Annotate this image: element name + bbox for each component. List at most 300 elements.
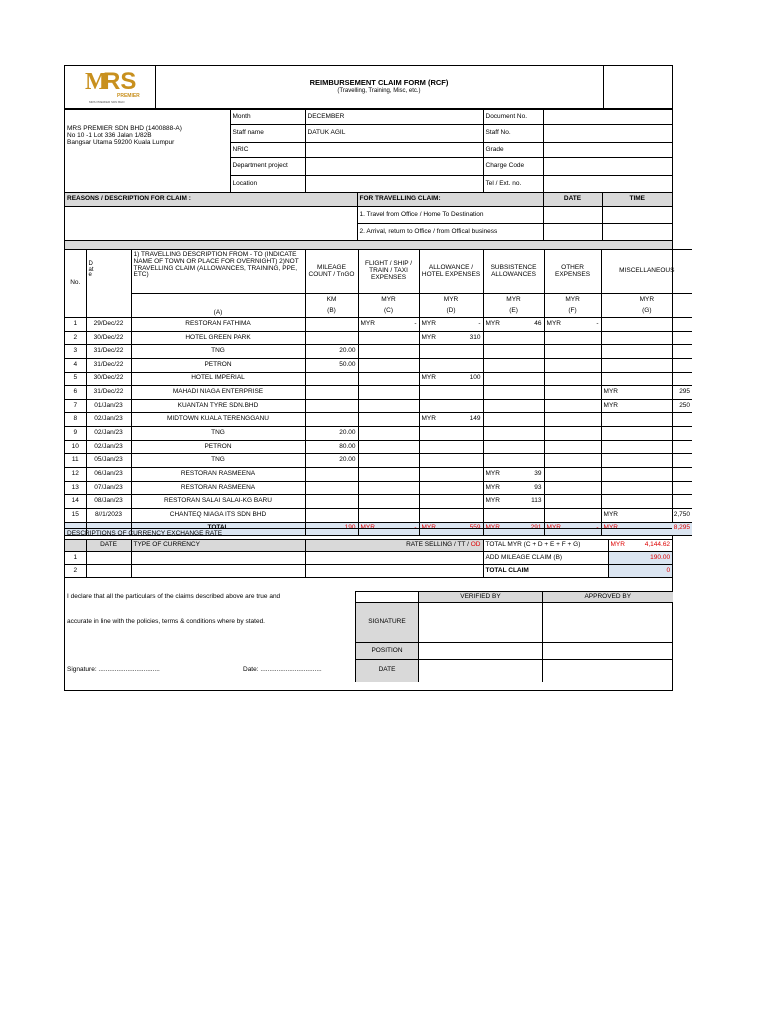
row-subsistence-amount[interactable] bbox=[513, 413, 544, 427]
logo-sub: PREMIER bbox=[117, 93, 140, 99]
row-other-currency[interactable] bbox=[544, 358, 574, 372]
row-other-amount[interactable] bbox=[574, 440, 601, 454]
row-no[interactable]: 6 bbox=[65, 386, 86, 400]
row-description[interactable]: TNG bbox=[131, 345, 305, 359]
total-f: - bbox=[574, 522, 601, 535]
row-flight-currency[interactable] bbox=[358, 440, 388, 454]
table-row bbox=[65, 440, 692, 454]
row-description[interactable]: RESTORAN RASMEENA bbox=[131, 481, 305, 495]
row-other-amount[interactable] bbox=[574, 454, 601, 468]
row-subsistence-currency[interactable] bbox=[483, 372, 513, 386]
table-row bbox=[65, 345, 692, 359]
row-flight-amount[interactable]: - bbox=[388, 318, 419, 332]
row-misc-currency[interactable] bbox=[601, 468, 636, 482]
row-misc-currency[interactable] bbox=[601, 345, 636, 359]
row-mileage[interactable] bbox=[305, 468, 358, 482]
row-subsistence-amount[interactable] bbox=[513, 358, 544, 372]
row-subsistence-currency[interactable] bbox=[483, 427, 513, 441]
month-field[interactable]: DECEMBER bbox=[305, 110, 483, 125]
row-other-amount[interactable] bbox=[574, 386, 601, 400]
staff-no-field[interactable] bbox=[543, 125, 672, 143]
row-other-currency[interactable] bbox=[544, 508, 574, 522]
approved-position[interactable] bbox=[543, 643, 673, 660]
row-subsistence-amount[interactable] bbox=[513, 345, 544, 359]
row-flight-amount[interactable] bbox=[388, 331, 419, 345]
col-g bbox=[601, 294, 692, 318]
currency-row-2-rate[interactable] bbox=[305, 565, 483, 578]
row-date[interactable]: 08/Jan/23 bbox=[86, 495, 131, 509]
travelling-claim-label: FOR TRAVELLING CLAIM: bbox=[357, 193, 543, 207]
row-other-amount[interactable] bbox=[574, 372, 601, 386]
row-no[interactable]: 9 bbox=[65, 427, 86, 441]
row-date[interactable]: 06/Jan/23 bbox=[86, 468, 131, 482]
currency-blank bbox=[65, 540, 86, 552]
row-no[interactable]: 4 bbox=[65, 358, 86, 372]
row-mileage[interactable]: 20.00 bbox=[305, 454, 358, 468]
row-description[interactable]: KUANTAN TYRE SDN.BHD bbox=[131, 399, 305, 413]
row-other-amount[interactable] bbox=[574, 508, 601, 522]
row-mileage[interactable] bbox=[305, 399, 358, 413]
tel-field[interactable] bbox=[543, 176, 672, 193]
row-flight-amount[interactable] bbox=[388, 413, 419, 427]
row-flight-amount[interactable] bbox=[388, 427, 419, 441]
row-misc-amount[interactable] bbox=[636, 427, 692, 441]
total-c: - bbox=[388, 522, 419, 535]
approved-signature[interactable] bbox=[543, 603, 673, 643]
row-description[interactable]: MAHADI NIAGA ENTERPRISE bbox=[131, 386, 305, 400]
row-mileage[interactable] bbox=[305, 481, 358, 495]
approval-table bbox=[355, 591, 673, 682]
row-mileage[interactable] bbox=[305, 413, 358, 427]
row-date[interactable]: 07/Jan/23 bbox=[86, 481, 131, 495]
row-flight-currency[interactable] bbox=[358, 386, 388, 400]
row-misc-currency[interactable]: MYR bbox=[601, 508, 636, 522]
row-allowance-currency[interactable] bbox=[419, 399, 449, 413]
row-subsistence-amount[interactable] bbox=[513, 372, 544, 386]
row-no[interactable]: 10 bbox=[65, 440, 86, 454]
row-flight-amount[interactable] bbox=[388, 468, 419, 482]
row-subsistence-amount[interactable] bbox=[513, 427, 544, 441]
row-other-currency[interactable]: MYR bbox=[544, 318, 574, 332]
row-misc-currency[interactable] bbox=[601, 440, 636, 454]
row-flight-currency[interactable] bbox=[358, 495, 388, 509]
currency-row-1-no: 1 bbox=[65, 552, 86, 565]
row-subsistence-amount[interactable] bbox=[513, 399, 544, 413]
row-misc-amount[interactable] bbox=[636, 372, 692, 386]
table-row bbox=[65, 427, 692, 441]
row-misc-amount[interactable]: 2,750 bbox=[636, 508, 692, 522]
row-allowance-currency[interactable] bbox=[419, 440, 449, 454]
row-subsistence-amount[interactable]: 113 bbox=[513, 495, 544, 509]
row-allowance-amount[interactable] bbox=[449, 399, 483, 413]
row-no[interactable]: 11 bbox=[65, 454, 86, 468]
row-no[interactable]: 15 bbox=[65, 508, 86, 522]
position-label: POSITION bbox=[356, 643, 419, 660]
staff-name-field[interactable]: DATUK AGIL bbox=[305, 125, 483, 143]
row-flight-amount[interactable] bbox=[388, 345, 419, 359]
row-other-currency[interactable] bbox=[544, 399, 574, 413]
row-flight-currency[interactable] bbox=[358, 372, 388, 386]
row-flight-amount[interactable] bbox=[388, 372, 419, 386]
row-allowance-currency[interactable]: MYR bbox=[419, 331, 449, 345]
row-mileage[interactable] bbox=[305, 508, 358, 522]
row-other-amount[interactable] bbox=[574, 331, 601, 345]
row-flight-currency[interactable] bbox=[358, 399, 388, 413]
row-no[interactable]: 13 bbox=[65, 481, 86, 495]
row-allowance-currency[interactable] bbox=[419, 508, 449, 522]
col-date-label: Date bbox=[88, 261, 94, 279]
table-row bbox=[65, 318, 692, 332]
staff-no-label: Staff No. bbox=[483, 125, 543, 143]
row-mileage[interactable] bbox=[305, 331, 358, 345]
row-flight-currency[interactable] bbox=[358, 345, 388, 359]
row-other-currency[interactable] bbox=[544, 372, 574, 386]
company-logo bbox=[67, 68, 153, 106]
travel-2-time[interactable] bbox=[602, 224, 672, 241]
col-other: OTHER EXPENSES bbox=[544, 250, 601, 294]
row-date[interactable]: 02/Jan/23 bbox=[86, 440, 131, 454]
row-date[interactable]: 31/Dec/22 bbox=[86, 345, 131, 359]
row-subsistence-amount[interactable] bbox=[513, 386, 544, 400]
row-date[interactable]: 30/Dec/22 bbox=[86, 331, 131, 345]
row-allowance-amount[interactable] bbox=[449, 495, 483, 509]
row-allowance-currency[interactable] bbox=[419, 468, 449, 482]
row-date[interactable]: 8//1/2023 bbox=[86, 508, 131, 522]
row-misc-amount[interactable] bbox=[636, 468, 692, 482]
row-subsistence-currency[interactable] bbox=[483, 358, 513, 372]
row-description[interactable]: RESTORAN RASMEENA bbox=[131, 468, 305, 482]
row-no[interactable]: 1 bbox=[65, 318, 86, 332]
row-flight-amount[interactable] bbox=[388, 508, 419, 522]
nric-field[interactable] bbox=[305, 143, 483, 158]
row-description[interactable]: HOTEL GREEN PARK bbox=[131, 331, 305, 345]
row-allowance-amount[interactable] bbox=[449, 454, 483, 468]
row-allowance-amount[interactable] bbox=[449, 468, 483, 482]
currency-row-2-date[interactable] bbox=[86, 565, 131, 578]
row-misc-currency[interactable] bbox=[601, 358, 636, 372]
row-allowance-amount[interactable]: 100 bbox=[449, 372, 483, 386]
charge-code-label: Charge Code bbox=[483, 158, 543, 176]
row-misc-currency[interactable] bbox=[601, 331, 636, 345]
row-flight-currency[interactable] bbox=[358, 508, 388, 522]
company-line1: MRS PREMIER SDN BHD (1400888-A) bbox=[67, 125, 182, 132]
row-allowance-currency[interactable]: MYR bbox=[419, 413, 449, 427]
currency-row-2-type[interactable] bbox=[131, 565, 305, 578]
rate-od: OD bbox=[470, 541, 481, 549]
row-mileage[interactable]: 50.00 bbox=[305, 358, 358, 372]
unit-myr-f: MYR bbox=[565, 295, 580, 303]
row-misc-amount[interactable] bbox=[636, 440, 692, 454]
verified-signature[interactable] bbox=[419, 603, 543, 643]
row-description[interactable]: PETRON bbox=[131, 358, 305, 372]
row-mileage[interactable] bbox=[305, 386, 358, 400]
row-misc-amount[interactable] bbox=[636, 495, 692, 509]
col-f bbox=[544, 294, 601, 318]
row-other-amount[interactable] bbox=[574, 358, 601, 372]
department-field[interactable] bbox=[305, 158, 483, 176]
unit-myr-e: MYR bbox=[506, 295, 521, 303]
declaration-line2: accurate in line with the policies, terms & conditions where by stated. bbox=[67, 618, 265, 625]
row-allowance-currency[interactable] bbox=[419, 427, 449, 441]
row-misc-amount[interactable]: 295 bbox=[636, 386, 692, 400]
total-myr-label: TOTAL MYR (C + D + E + F + G) bbox=[483, 540, 608, 552]
row-misc-amount[interactable] bbox=[636, 331, 692, 345]
row-flight-amount[interactable] bbox=[388, 386, 419, 400]
row-mileage[interactable]: 80.00 bbox=[305, 440, 358, 454]
row-flight-amount[interactable] bbox=[388, 454, 419, 468]
total-f-currency: MYR bbox=[544, 522, 574, 535]
row-description[interactable]: TNG bbox=[131, 427, 305, 441]
row-flight-amount[interactable] bbox=[388, 399, 419, 413]
col-e bbox=[483, 294, 544, 318]
date-line[interactable]: Date: .................................. bbox=[243, 666, 322, 673]
row-no[interactable]: 14 bbox=[65, 495, 86, 509]
row-other-amount[interactable] bbox=[574, 481, 601, 495]
row-subsistence-currency[interactable] bbox=[483, 413, 513, 427]
verified-position[interactable] bbox=[419, 643, 543, 660]
verified-date[interactable] bbox=[419, 660, 543, 682]
total-e-currency: MYR bbox=[483, 522, 513, 535]
row-flight-currency[interactable] bbox=[358, 331, 388, 345]
row-mileage[interactable] bbox=[305, 318, 358, 332]
row-allowance-amount[interactable] bbox=[449, 481, 483, 495]
row-misc-currency[interactable] bbox=[601, 481, 636, 495]
approved-date[interactable] bbox=[543, 660, 673, 682]
row-misc-currency[interactable] bbox=[601, 318, 636, 332]
row-flight-amount[interactable] bbox=[388, 481, 419, 495]
row-allowance-amount[interactable]: - bbox=[449, 318, 483, 332]
row-subsistence-currency[interactable] bbox=[483, 331, 513, 345]
row-allowance-currency[interactable] bbox=[419, 495, 449, 509]
row-other-currency[interactable] bbox=[544, 345, 574, 359]
location-field[interactable] bbox=[305, 176, 483, 193]
table-row bbox=[65, 454, 692, 468]
travel-2-date[interactable] bbox=[543, 224, 602, 241]
row-description[interactable]: CHANTEQ NIAGA ITS SDN BHD bbox=[131, 508, 305, 522]
row-misc-amount[interactable] bbox=[636, 318, 692, 332]
row-date[interactable]: 30/Dec/22 bbox=[86, 372, 131, 386]
row-misc-amount[interactable] bbox=[636, 358, 692, 372]
row-no[interactable]: 8 bbox=[65, 413, 86, 427]
row-date[interactable]: 02/Jan/23 bbox=[86, 427, 131, 441]
row-description[interactable]: PETRON bbox=[131, 440, 305, 454]
total-d-currency: MYR bbox=[419, 522, 449, 535]
row-date[interactable]: 31/Dec/22 bbox=[86, 386, 131, 400]
travel-1-time[interactable] bbox=[602, 207, 672, 224]
row-subsistence-currency[interactable]: MYR bbox=[483, 318, 513, 332]
row-allowance-currency[interactable] bbox=[419, 454, 449, 468]
row-subsistence-currency[interactable] bbox=[483, 508, 513, 522]
row-no[interactable]: 7 bbox=[65, 399, 86, 413]
row-misc-amount[interactable] bbox=[636, 413, 692, 427]
row-subsistence-amount[interactable]: 93 bbox=[513, 481, 544, 495]
logo-tag: MRS PREMIER SDN BHD bbox=[89, 100, 125, 104]
row-allowance-amount[interactable]: 310 bbox=[449, 331, 483, 345]
row-other-currency[interactable] bbox=[544, 440, 574, 454]
row-allowance-amount[interactable] bbox=[449, 345, 483, 359]
row-subsistence-currency[interactable] bbox=[483, 345, 513, 359]
rate-label: RATE SELLING / TT / bbox=[406, 541, 469, 549]
row-date[interactable]: 05/Jan/23 bbox=[86, 454, 131, 468]
row-other-currency[interactable] bbox=[544, 495, 574, 509]
row-no[interactable]: 3 bbox=[65, 345, 86, 359]
claims-table bbox=[65, 249, 692, 536]
total-claim-label: TOTAL CLAIM bbox=[483, 565, 608, 578]
row-allowance-amount[interactable] bbox=[449, 440, 483, 454]
table-row bbox=[65, 413, 692, 427]
col-d bbox=[419, 294, 483, 318]
logo-text: RS bbox=[103, 68, 137, 95]
row-flight-currency[interactable] bbox=[358, 427, 388, 441]
row-other-amount[interactable] bbox=[574, 427, 601, 441]
currency-row-1-rate[interactable] bbox=[305, 552, 483, 565]
row-subsistence-currency[interactable] bbox=[483, 454, 513, 468]
row-flight-amount[interactable] bbox=[388, 495, 419, 509]
row-other-currency[interactable] bbox=[544, 481, 574, 495]
row-subsistence-currency[interactable] bbox=[483, 399, 513, 413]
row-no[interactable]: 5 bbox=[65, 372, 86, 386]
unit-myr-c: MYR bbox=[381, 295, 396, 303]
row-other-amount[interactable] bbox=[574, 399, 601, 413]
row-misc-currency[interactable] bbox=[601, 372, 636, 386]
row-other-currency[interactable] bbox=[544, 413, 574, 427]
approval-blank bbox=[356, 592, 419, 603]
row-allowance-currency[interactable] bbox=[419, 345, 449, 359]
row-subsistence-amount[interactable] bbox=[513, 331, 544, 345]
charge-code-field[interactable] bbox=[543, 158, 672, 176]
row-other-currency[interactable] bbox=[544, 386, 574, 400]
travel-1-date[interactable] bbox=[543, 207, 602, 224]
month-label: Month bbox=[230, 110, 305, 125]
row-other-amount[interactable] bbox=[574, 345, 601, 359]
total-label: TOTAL bbox=[131, 522, 305, 535]
row-flight-amount[interactable] bbox=[388, 358, 419, 372]
row-other-amount[interactable] bbox=[574, 468, 601, 482]
location-label: Location bbox=[230, 176, 305, 193]
claim-form-sheet bbox=[64, 65, 691, 691]
logo-m-mark: M bbox=[85, 69, 108, 95]
row-allowance-amount[interactable]: 149 bbox=[449, 413, 483, 427]
row-description[interactable]: TNG bbox=[131, 454, 305, 468]
row-other-currency[interactable] bbox=[544, 331, 574, 345]
row-other-currency[interactable] bbox=[544, 454, 574, 468]
row-misc-amount[interactable] bbox=[636, 345, 692, 359]
currency-date-label: DATE bbox=[86, 540, 131, 552]
row-flight-currency[interactable] bbox=[358, 481, 388, 495]
unit-myr-d: MYR bbox=[443, 295, 459, 303]
row-allowance-currency[interactable] bbox=[419, 481, 449, 495]
total-g-currency: MYR bbox=[601, 522, 636, 535]
reasons-field[interactable] bbox=[65, 207, 357, 241]
row-flight-amount[interactable] bbox=[388, 440, 419, 454]
grade-field[interactable] bbox=[543, 143, 672, 158]
row-description[interactable]: RESTORAN SALAI SALAI-KG BARU bbox=[131, 495, 305, 509]
row-subsistence-currency[interactable]: MYR bbox=[483, 495, 513, 509]
row-date[interactable]: 01/Jan/23 bbox=[86, 399, 131, 413]
row-allowance-currency[interactable] bbox=[419, 386, 449, 400]
row-misc-amount[interactable] bbox=[636, 454, 692, 468]
row-description[interactable]: RESTORAN FATHIMA bbox=[131, 318, 305, 332]
row-misc-currency[interactable]: MYR bbox=[601, 399, 636, 413]
tel-label: Tel / Ext. no. bbox=[483, 176, 543, 193]
reasons-date-label: DATE bbox=[543, 193, 602, 207]
document-no-field[interactable] bbox=[543, 110, 672, 125]
row-flight-currency[interactable] bbox=[358, 413, 388, 427]
row-misc-currency[interactable] bbox=[601, 427, 636, 441]
row-no[interactable]: 2 bbox=[65, 331, 86, 345]
row-misc-amount[interactable] bbox=[636, 481, 692, 495]
row-description[interactable]: HOTEL IMPERIAL bbox=[131, 372, 305, 386]
row-date[interactable]: 02/Jan/23 bbox=[86, 413, 131, 427]
row-misc-currency[interactable] bbox=[601, 454, 636, 468]
col-f-label: (F) bbox=[568, 306, 577, 314]
row-misc-currency[interactable]: MYR bbox=[601, 386, 636, 400]
row-allowance-currency[interactable] bbox=[419, 358, 449, 372]
total-d: 559 bbox=[449, 522, 483, 535]
logo-cell bbox=[65, 66, 155, 109]
row-mileage[interactable] bbox=[305, 372, 358, 386]
row-other-amount[interactable] bbox=[574, 495, 601, 509]
col-e-label: (E) bbox=[509, 306, 518, 314]
row-no[interactable]: 12 bbox=[65, 468, 86, 482]
row-misc-currency[interactable] bbox=[601, 413, 636, 427]
row-other-amount[interactable]: - bbox=[574, 318, 601, 332]
row-allowance-amount[interactable] bbox=[449, 427, 483, 441]
row-flight-currency[interactable] bbox=[358, 358, 388, 372]
total-myr-value: 4,144.62 bbox=[644, 541, 671, 549]
info-table bbox=[65, 109, 672, 193]
row-other-amount[interactable] bbox=[574, 413, 601, 427]
row-date[interactable]: 29/Dec/22 bbox=[86, 318, 131, 332]
currency-row-1-type[interactable] bbox=[131, 552, 305, 565]
row-subsistence-amount[interactable] bbox=[513, 454, 544, 468]
table-row bbox=[65, 399, 692, 413]
row-allowance-amount[interactable] bbox=[449, 386, 483, 400]
currency-row-2-no: 2 bbox=[65, 565, 86, 578]
row-subsistence-amount[interactable] bbox=[513, 440, 544, 454]
row-subsistence-currency[interactable]: MYR bbox=[483, 468, 513, 482]
row-subsistence-currency[interactable] bbox=[483, 386, 513, 400]
row-date[interactable]: 31/Dec/22 bbox=[86, 358, 131, 372]
col-flight: FLIGHT / SHIP / TRAIN / TAXI EXPENSES bbox=[358, 250, 419, 294]
currency-row-1-date[interactable] bbox=[86, 552, 131, 565]
row-flight-currency[interactable] bbox=[358, 454, 388, 468]
row-misc-currency[interactable] bbox=[601, 495, 636, 509]
row-allowance-currency[interactable]: MYR bbox=[419, 318, 449, 332]
row-allowance-currency[interactable]: MYR bbox=[419, 372, 449, 386]
row-subsistence-currency[interactable] bbox=[483, 440, 513, 454]
row-flight-currency[interactable]: MYR bbox=[358, 318, 388, 332]
row-subsistence-amount[interactable]: 46 bbox=[513, 318, 544, 332]
declaration-block bbox=[65, 591, 355, 690]
row-mileage[interactable] bbox=[305, 495, 358, 509]
row-mileage[interactable]: 20.00 bbox=[305, 345, 358, 359]
row-subsistence-amount[interactable]: 39 bbox=[513, 468, 544, 482]
row-allowance-amount[interactable] bbox=[449, 358, 483, 372]
row-subsistence-amount[interactable] bbox=[513, 508, 544, 522]
row-misc-amount[interactable]: 250 bbox=[636, 399, 692, 413]
row-other-currency[interactable] bbox=[544, 468, 574, 482]
row-allowance-amount[interactable] bbox=[449, 508, 483, 522]
row-other-currency[interactable] bbox=[544, 427, 574, 441]
row-description[interactable]: MIDTOWN KUALA TERENGGANU bbox=[131, 413, 305, 427]
row-mileage[interactable]: 20.00 bbox=[305, 427, 358, 441]
signature-line[interactable]: Signature: .................................. bbox=[67, 666, 160, 673]
row-flight-currency[interactable] bbox=[358, 468, 388, 482]
col-b bbox=[305, 294, 358, 318]
rate-label-cell bbox=[305, 540, 483, 552]
row-subsistence-currency[interactable]: MYR bbox=[483, 481, 513, 495]
